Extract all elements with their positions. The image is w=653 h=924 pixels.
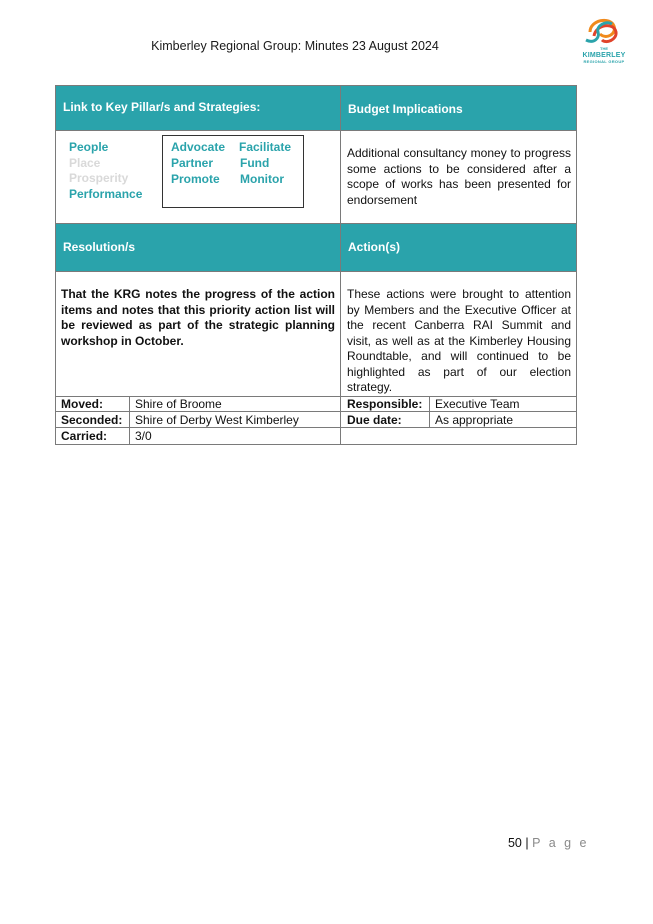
moved-value: Shire of Broome	[135, 397, 222, 411]
page-label: P a g e	[532, 836, 589, 850]
actions-header: Action(s)	[341, 224, 576, 271]
strategy-monitor: Monitor	[240, 172, 284, 186]
strategy-promote: Promote	[171, 172, 220, 186]
action-text: These actions were brought to attention by Members and the Executive Officer at the recent Canberra RAI Summit and visit, as well as at the Kimberley Housing Roundtable, and will continued to be highlighted as part of our election strategy.	[347, 287, 571, 394]
seconded-label: Seconded:	[61, 413, 123, 427]
responsible-label: Responsible:	[347, 397, 423, 411]
pillar-prosperity: Prosperity	[69, 171, 129, 185]
budget-text: Additional consultancy money to progress some actions to be considered after a scope of works has been presented for endorsement	[347, 146, 571, 207]
page-header-title: Kimberley Regional Group: Minutes 23 August 2024	[151, 39, 439, 53]
due-date-label: Due date:	[347, 413, 402, 427]
page-number: 50	[507, 836, 522, 850]
column-divider	[129, 396, 130, 445]
logo-swirl-icon	[584, 14, 624, 48]
kimberley-logo: THE KIMBERLEY REGIONAL GROUP	[578, 14, 630, 70]
strategy-advocate: Advocate	[171, 140, 226, 154]
budget-header: Budget Implications	[341, 86, 576, 130]
strategy-fund: Fund	[240, 156, 270, 170]
resolution-header: Resolution/s	[56, 224, 340, 271]
strategy-partner: Partner	[171, 156, 214, 170]
due-date-value: As appropriate	[435, 413, 514, 427]
row-divider	[55, 223, 577, 224]
responsible-value: Executive Team	[435, 397, 520, 411]
row-divider	[55, 271, 577, 272]
pillars-header: Link to Key Pillar/s and Strategies:	[56, 86, 340, 130]
footer-separator: |	[525, 836, 529, 850]
moved-label: Moved:	[61, 397, 103, 411]
pillar-place: Place	[69, 155, 101, 170]
resolution-text: That the KRG notes the progress of the action items and notes that this priority action list will be reviewed as part of the strategic planning workshop in October.	[61, 287, 335, 348]
page-footer	[400, 836, 589, 850]
column-divider	[429, 396, 430, 427]
carried-value: 3/0	[135, 429, 152, 443]
row-divider	[55, 130, 577, 131]
seconded-value: Shire of Derby West Kimberley	[135, 413, 299, 427]
pillar-people: People	[69, 140, 109, 154]
carried-label: Carried:	[61, 429, 108, 443]
pillars-list	[69, 140, 142, 202]
strategy-facilitate: Facilitate	[239, 140, 292, 154]
column-divider	[340, 85, 341, 445]
pillar-performance: Performance	[69, 186, 143, 201]
